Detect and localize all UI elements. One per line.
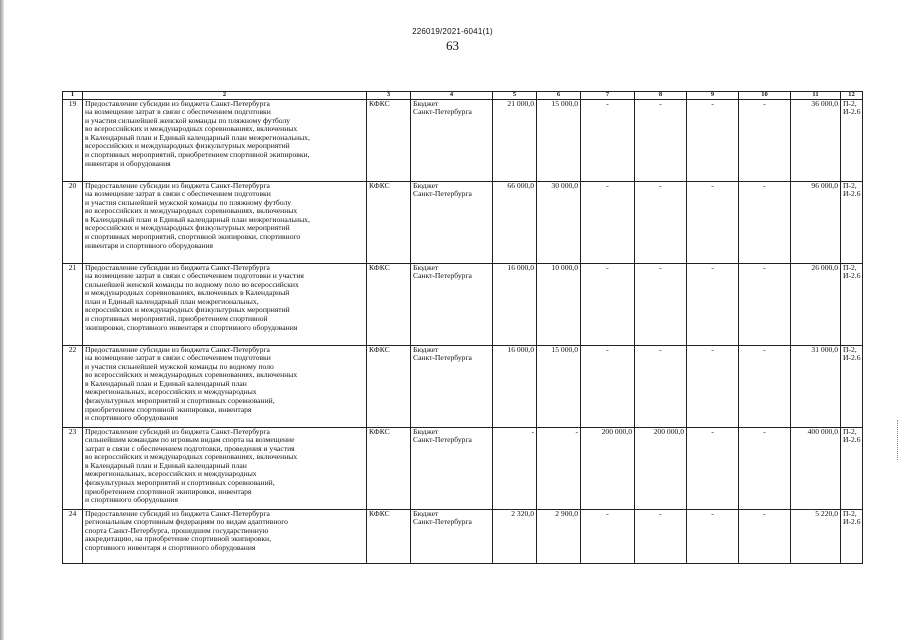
total-value: 36 000,0 [791, 99, 841, 181]
row-description-line: всероссийских и международных физкультурных мероприятий [85, 223, 290, 233]
row-description-line: во всероссийских и международных соревнованиях, включенных [85, 124, 298, 134]
funding-source-line: Санкт-Петербурга [413, 271, 472, 281]
total-value: 5 220,0 [791, 509, 841, 563]
funding-source-line: Санкт-Петербурга [413, 517, 472, 527]
col-header: 2 [83, 92, 367, 100]
total-value: 96 000,0 [791, 181, 841, 263]
value-col-9: - [687, 427, 739, 509]
indicator-ref [841, 99, 863, 181]
value-col-6: 30 000,0 [537, 181, 581, 263]
value-col-9: - [687, 263, 739, 345]
col-header: 10 [739, 92, 791, 100]
value-col-5: - [493, 427, 537, 509]
indicator-ref-line: П-2, [843, 427, 857, 436]
funding-source [411, 263, 493, 345]
funding-source [411, 509, 493, 563]
row-number: 20 [63, 181, 83, 263]
row-description [83, 99, 367, 181]
funding-source-line: Бюджет [413, 427, 439, 436]
indicator-ref-line: И-2.6 [843, 271, 861, 281]
value-col-5: 66 000,0 [493, 181, 537, 263]
table-row [63, 263, 863, 345]
funding-source-line: Санкт-Петербурга [413, 435, 472, 445]
row-number: 23 [63, 427, 83, 509]
row-description-line: на возмещение затрат в связи с обеспечением подготовки [85, 107, 271, 117]
row-description-line: инвентаря и спортивного оборудования [85, 240, 214, 250]
value-col-9: - [687, 345, 739, 427]
table-row [63, 99, 863, 181]
row-number: 22 [63, 345, 83, 427]
row-description-line: и международных соревнованиях, включенных в Календарный [85, 288, 290, 298]
value-col-10: - [739, 99, 791, 181]
row-description-line: и спортивного оборудования [85, 413, 178, 423]
row-description-line: во всероссийских и международных соревнованиях, включенных [85, 452, 298, 462]
indicator-ref [841, 427, 863, 509]
value-col-7: - [581, 99, 635, 181]
value-col-7: - [581, 181, 635, 263]
row-description-line: и участия сильнейшей мужской команды по водному поло [85, 361, 274, 371]
funding-source [411, 181, 493, 263]
row-description-line: спортивного инвентаря и спортивного оборудования [85, 542, 256, 552]
indicator-ref-line: И-2.6 [843, 435, 861, 445]
funding-source [411, 427, 493, 509]
page-number: 63 [446, 38, 459, 53]
row-description-line: региональным спортивным федерациям по видам адаптивного [85, 517, 288, 527]
row-number: 19 [63, 99, 83, 181]
funding-source-line: Санкт-Петербурга [413, 107, 472, 117]
row-description-line: Предоставление субсидий из бюджета Санкт-Петербурга [85, 509, 270, 518]
row-description-line: Предоставление субсидии из бюджета Санкт-Петербурга [85, 263, 270, 272]
indicator-ref [841, 181, 863, 263]
value-col-9: - [687, 181, 739, 263]
col-header: 8 [635, 92, 687, 100]
indicator-ref-line: И-2.6 [843, 517, 861, 527]
responsible-org: КФКС [367, 427, 411, 509]
scan-margin-marks [897, 420, 899, 460]
row-description-line: физкультурных мероприятий и спортивных соревнований, [85, 396, 275, 406]
value-col-9: - [687, 99, 739, 181]
indicator-ref-line: П-2, [843, 181, 857, 190]
row-description-line: межрегиональных, всероссийских и международных [85, 387, 257, 397]
funding-source-line: Бюджет [413, 345, 439, 354]
row-description [83, 427, 367, 509]
funding-source-line: Санкт-Петербурга [413, 189, 472, 199]
row-description-line: Предоставление субсидии из бюджета Санкт-Петербурга [85, 181, 270, 190]
row-description-line: план и Единый календарный план межрегиональных, [85, 296, 259, 306]
table-row [63, 509, 863, 563]
value-col-6: - [537, 427, 581, 509]
col-header: 6 [537, 92, 581, 100]
row-description-line: Предоставление субсидии из бюджета Санкт-Петербурга [85, 99, 270, 108]
value-col-5: 16 000,0 [493, 345, 537, 427]
value-col-10: - [739, 427, 791, 509]
row-description-line: во всероссийских и международных соревнованиях, включенных [85, 370, 298, 380]
indicator-ref [841, 509, 863, 563]
row-description-line: Предоставление субсидий из бюджета Санкт-Петербурга [85, 427, 270, 436]
row-description-line: в Календарный план и Единый календарный план межрегиональных, [85, 132, 310, 142]
row-description-line: и спортивных мероприятий, приобретением спортивной [85, 314, 268, 324]
value-col-7: - [581, 345, 635, 427]
row-number: 24 [63, 509, 83, 563]
responsible-org: КФКС [367, 509, 411, 563]
row-description-line: физкультурных мероприятий и спортивных соревнований, [85, 478, 275, 488]
funding-source [411, 99, 493, 181]
value-col-10: - [739, 509, 791, 563]
col-header: 4 [411, 92, 493, 100]
indicator-ref [841, 263, 863, 345]
value-col-6: 10 000,0 [537, 263, 581, 345]
col-header: 9 [687, 92, 739, 100]
row-description [83, 181, 367, 263]
funding-source [411, 345, 493, 427]
responsible-org: КФКС [367, 99, 411, 181]
indicator-ref-line: П-2, [843, 99, 857, 108]
document-id: 226019/2021-6041(1) [412, 27, 493, 36]
indicator-ref-line: П-2, [843, 263, 857, 272]
row-description-line: Предоставление субсидии из бюджета Санкт-Петербурга [85, 345, 270, 354]
value-col-10: - [739, 263, 791, 345]
row-description-line: экипировки, спортивного инвентаря и спортивного оборудования [85, 322, 298, 332]
row-description [83, 509, 367, 563]
value-col-6: 15 000,0 [537, 345, 581, 427]
row-description-line: межрегиональных, всероссийских и международных [85, 469, 257, 479]
col-header: 3 [367, 92, 411, 100]
value-col-7: - [581, 263, 635, 345]
table-row [63, 345, 863, 427]
responsible-org: КФКС [367, 181, 411, 263]
funding-source-line: Бюджет [413, 509, 439, 518]
col-header: 7 [581, 92, 635, 100]
row-description-line: и участия сильнейшей женской команды по пляжному футболу [85, 115, 291, 125]
row-description-line: приобретением спортивной экипировки, инвентаря [85, 404, 252, 414]
header-row [63, 92, 863, 100]
row-description-line: в Календарный план и Единый календарный план [85, 378, 247, 388]
row-number: 21 [63, 263, 83, 345]
row-description [83, 263, 367, 345]
value-col-8: - [635, 99, 687, 181]
indicator-ref-line: И-2.6 [843, 107, 861, 117]
scan-edge [0, 0, 4, 640]
value-col-8: - [635, 181, 687, 263]
row-description-line: приобретением спортивной экипировки, инвентаря [85, 486, 252, 496]
row-description-line: спорта Санкт-Петербурга, прошедшим государственную [85, 525, 269, 535]
value-col-5: 2 320,0 [493, 509, 537, 563]
indicator-ref-line: П-2, [843, 509, 857, 518]
col-header: 12 [841, 92, 863, 100]
value-col-7: - [581, 509, 635, 563]
funding-source-line: Санкт-Петербурга [413, 353, 472, 363]
row-description-line: всероссийских и международных физкультурных мероприятий [85, 141, 290, 151]
row-description-line: на возмещение затрат в связи с обеспечением подготовки [85, 353, 271, 363]
value-col-6: 15 000,0 [537, 99, 581, 181]
funding-source-line: Бюджет [413, 181, 439, 190]
value-col-8: - [635, 509, 687, 563]
table-row [63, 181, 863, 263]
responsible-org: КФКС [367, 263, 411, 345]
value-col-9: - [687, 509, 739, 563]
row-description-line: и спортивных мероприятий, спортивной экипировки, спортивного [85, 232, 301, 242]
col-header: 11 [791, 92, 841, 100]
budget-table [62, 91, 863, 564]
value-col-10: - [739, 345, 791, 427]
indicator-ref [841, 345, 863, 427]
indicator-ref-line: И-2.6 [843, 189, 861, 199]
row-description-line: затрат в связи с обеспечением подготовки, проведения и участия [85, 443, 295, 453]
value-col-6: 2 900,0 [537, 509, 581, 563]
row-description-line: аккредитацию, на приобретение спортивной экипировки, [85, 534, 271, 544]
value-col-8: 200 000,0 [635, 427, 687, 509]
row-description-line: всероссийских и международных физкультурных мероприятий [85, 305, 290, 315]
responsible-org: КФКС [367, 345, 411, 427]
indicator-ref-line: П-2, [843, 345, 857, 354]
table-row [63, 427, 863, 509]
total-value: 400 000,0 [791, 427, 841, 509]
value-col-8: - [635, 345, 687, 427]
funding-source-line: Бюджет [413, 99, 439, 108]
value-col-5: 16 000,0 [493, 263, 537, 345]
row-description-line: во всероссийских и международных соревнованиях, включенных [85, 206, 298, 216]
row-description-line: сильнейшим командам по игровым видам спорта на возмещение [85, 435, 295, 445]
table-body [63, 99, 863, 563]
row-description-line: инвентаря и оборудования [85, 158, 171, 168]
value-col-10: - [739, 181, 791, 263]
total-value: 31 000,0 [791, 345, 841, 427]
indicator-ref-line: И-2.6 [843, 353, 861, 363]
row-description-line: в Календарный план и Единый календарный план [85, 460, 247, 470]
row-description-line: на возмещение затрат в связи с обеспечением подготовки и участия [85, 271, 304, 281]
value-col-7: 200 000,0 [581, 427, 635, 509]
row-description [83, 345, 367, 427]
funding-source-line: Бюджет [413, 263, 439, 272]
col-header: 1 [63, 92, 83, 100]
row-description-line: и спортивного оборудования [85, 495, 178, 505]
total-value: 26 000,0 [791, 263, 841, 345]
row-description-line: и спортивных мероприятий, приобретением спортивной экипировки, [85, 150, 310, 160]
row-description-line: в Календарный план и Единый календарный план межрегиональных, [85, 214, 310, 224]
col-header: 5 [493, 92, 537, 100]
value-col-8: - [635, 263, 687, 345]
row-description-line: и участия сильнейшей мужской команды по пляжному футболу [85, 197, 292, 207]
row-description-line: на возмещение затрат в связи с обеспечением подготовки [85, 189, 271, 199]
value-col-5: 21 000,0 [493, 99, 537, 181]
row-description-line: сильнейшей женской команды по водному поло во всероссийских [85, 279, 299, 289]
